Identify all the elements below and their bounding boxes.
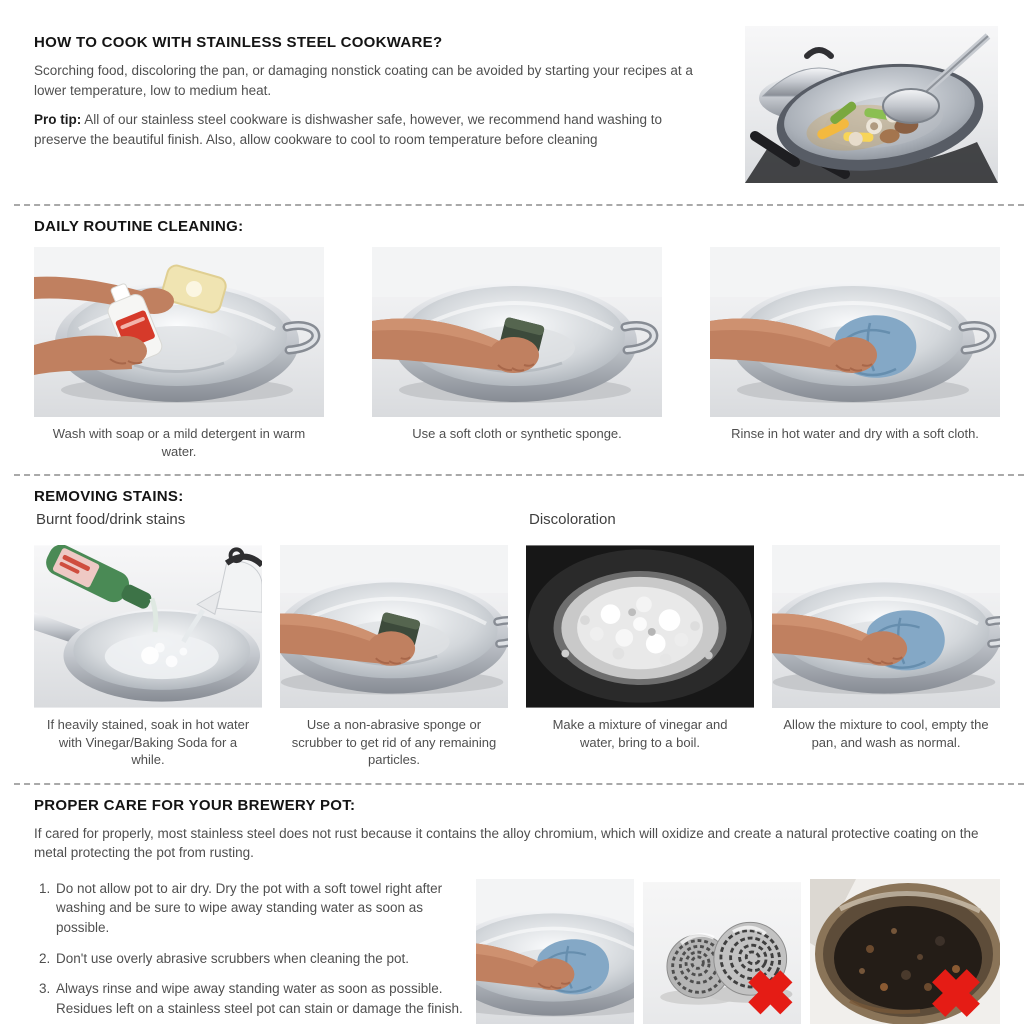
proper-care-row (34, 879, 1000, 1024)
stain-step-2-caption: Use a non-abrasive sponge or scrubber to get rid of any remaining particles. (291, 717, 497, 768)
care-list-item-3: 3. Always rinse and wipe away standing water as soon as possible. Residues left on a stainless steel pot can stain or damage the finish. (54, 979, 466, 1018)
photo-sponge-scrub (280, 545, 508, 708)
photo-cloth-wipe (772, 545, 1000, 708)
page-title: HOW TO COOK WITH STAINLESS STEEL COOKWARE? (34, 34, 443, 51)
care-instruction-list (38, 879, 466, 1024)
photo-wash-with-soap (34, 247, 324, 417)
how-to-cook-text-block (34, 34, 710, 149)
stain-step-2 (280, 545, 508, 769)
photo-vinegar-pour (34, 545, 262, 708)
removing-stains-row (34, 545, 1000, 769)
stain-step-1 (34, 545, 262, 769)
stain-type-labels (34, 509, 1000, 533)
daily-step-3-caption: Rinse in hot water and dry with a soft cloth. (731, 426, 979, 441)
pro-tip-label: Pro tip: (34, 112, 82, 128)
photo-sponge-scrub (372, 247, 662, 417)
daily-step-1 (34, 247, 324, 460)
stain-step-3-caption: Make a mixture of vinegar and water, bring to a boil. (552, 717, 728, 750)
daily-cleaning-heading: DAILY ROUTINE CLEANING: (34, 218, 244, 235)
photo-boiling-mixture (526, 545, 754, 708)
section-how-to-cook (34, 34, 1000, 190)
daily-step-3 (710, 247, 1000, 460)
cook-intro-paragraph: Scorching food, discoloring the pan, or damaging nonstick coating can be avoided by starting your recipes at a lower temperature, low to medium heat. (34, 63, 693, 98)
proper-care-paragraph: If cared for properly, most stainless steel does not rust because it contains the alloy chromium, which will oxidize and create a natural protective coating on the metal protecting the pot from rusting. (34, 825, 979, 861)
care-list-item-2: 2. Don't use overly abrasive scrubbers when cleaning the pot. (54, 949, 466, 969)
stain-step-1-caption: If heavily stained, soak in hot water with Vinegar/Baking Soda for a while. (46, 717, 250, 768)
pro-tip-text: All of our stainless steel cookware is dishwasher safe, however, we recommend hand washing to preserve the beautiful finish. Also, allow cookware to cool to room temperature before cleaning (34, 112, 663, 147)
proper-care-heading: PROPER CARE FOR YOUR BREWERY POT: (34, 796, 356, 814)
stain-step-4 (772, 545, 1000, 769)
photo-cloth-rinse (710, 247, 1000, 417)
pro-tip-paragraph (34, 110, 710, 149)
section-daily-cleaning (34, 218, 1000, 460)
stain-step-3 (526, 545, 754, 769)
section-divider (14, 204, 1024, 206)
section-divider (14, 474, 1024, 476)
daily-step-2 (372, 247, 662, 460)
section-divider (14, 783, 1024, 785)
section-removing-stains (34, 488, 1000, 769)
care-list-item-1: 1. Do not allow pot to air dry. Dry the pot with a soft towel right after washing and be sure to wipe away standing water as soon as possible. (54, 879, 466, 938)
photo-steel-scrubbers (643, 879, 801, 1024)
section-proper-care (34, 797, 1000, 1024)
photo-wok-stir-fry (745, 26, 998, 183)
stain-step-4-caption: Allow the mixture to cool, empty the pan, and wash as normal. (783, 717, 989, 750)
care-photos-row (476, 879, 1000, 1024)
photo-burnt-pan (810, 879, 1000, 1024)
daily-step-2-caption: Use a soft cloth or synthetic sponge. (412, 426, 622, 441)
daily-cleaning-row (34, 247, 1000, 460)
removing-stains-heading: REMOVING STAINS: (34, 488, 184, 506)
burnt-stains-label: Burnt food/drink stains (36, 511, 186, 529)
photo-towel-dry (476, 879, 634, 1024)
daily-step-1-caption: Wash with soap or a mild detergent in warm water. (52, 426, 306, 459)
discoloration-label: Discoloration (529, 511, 616, 529)
